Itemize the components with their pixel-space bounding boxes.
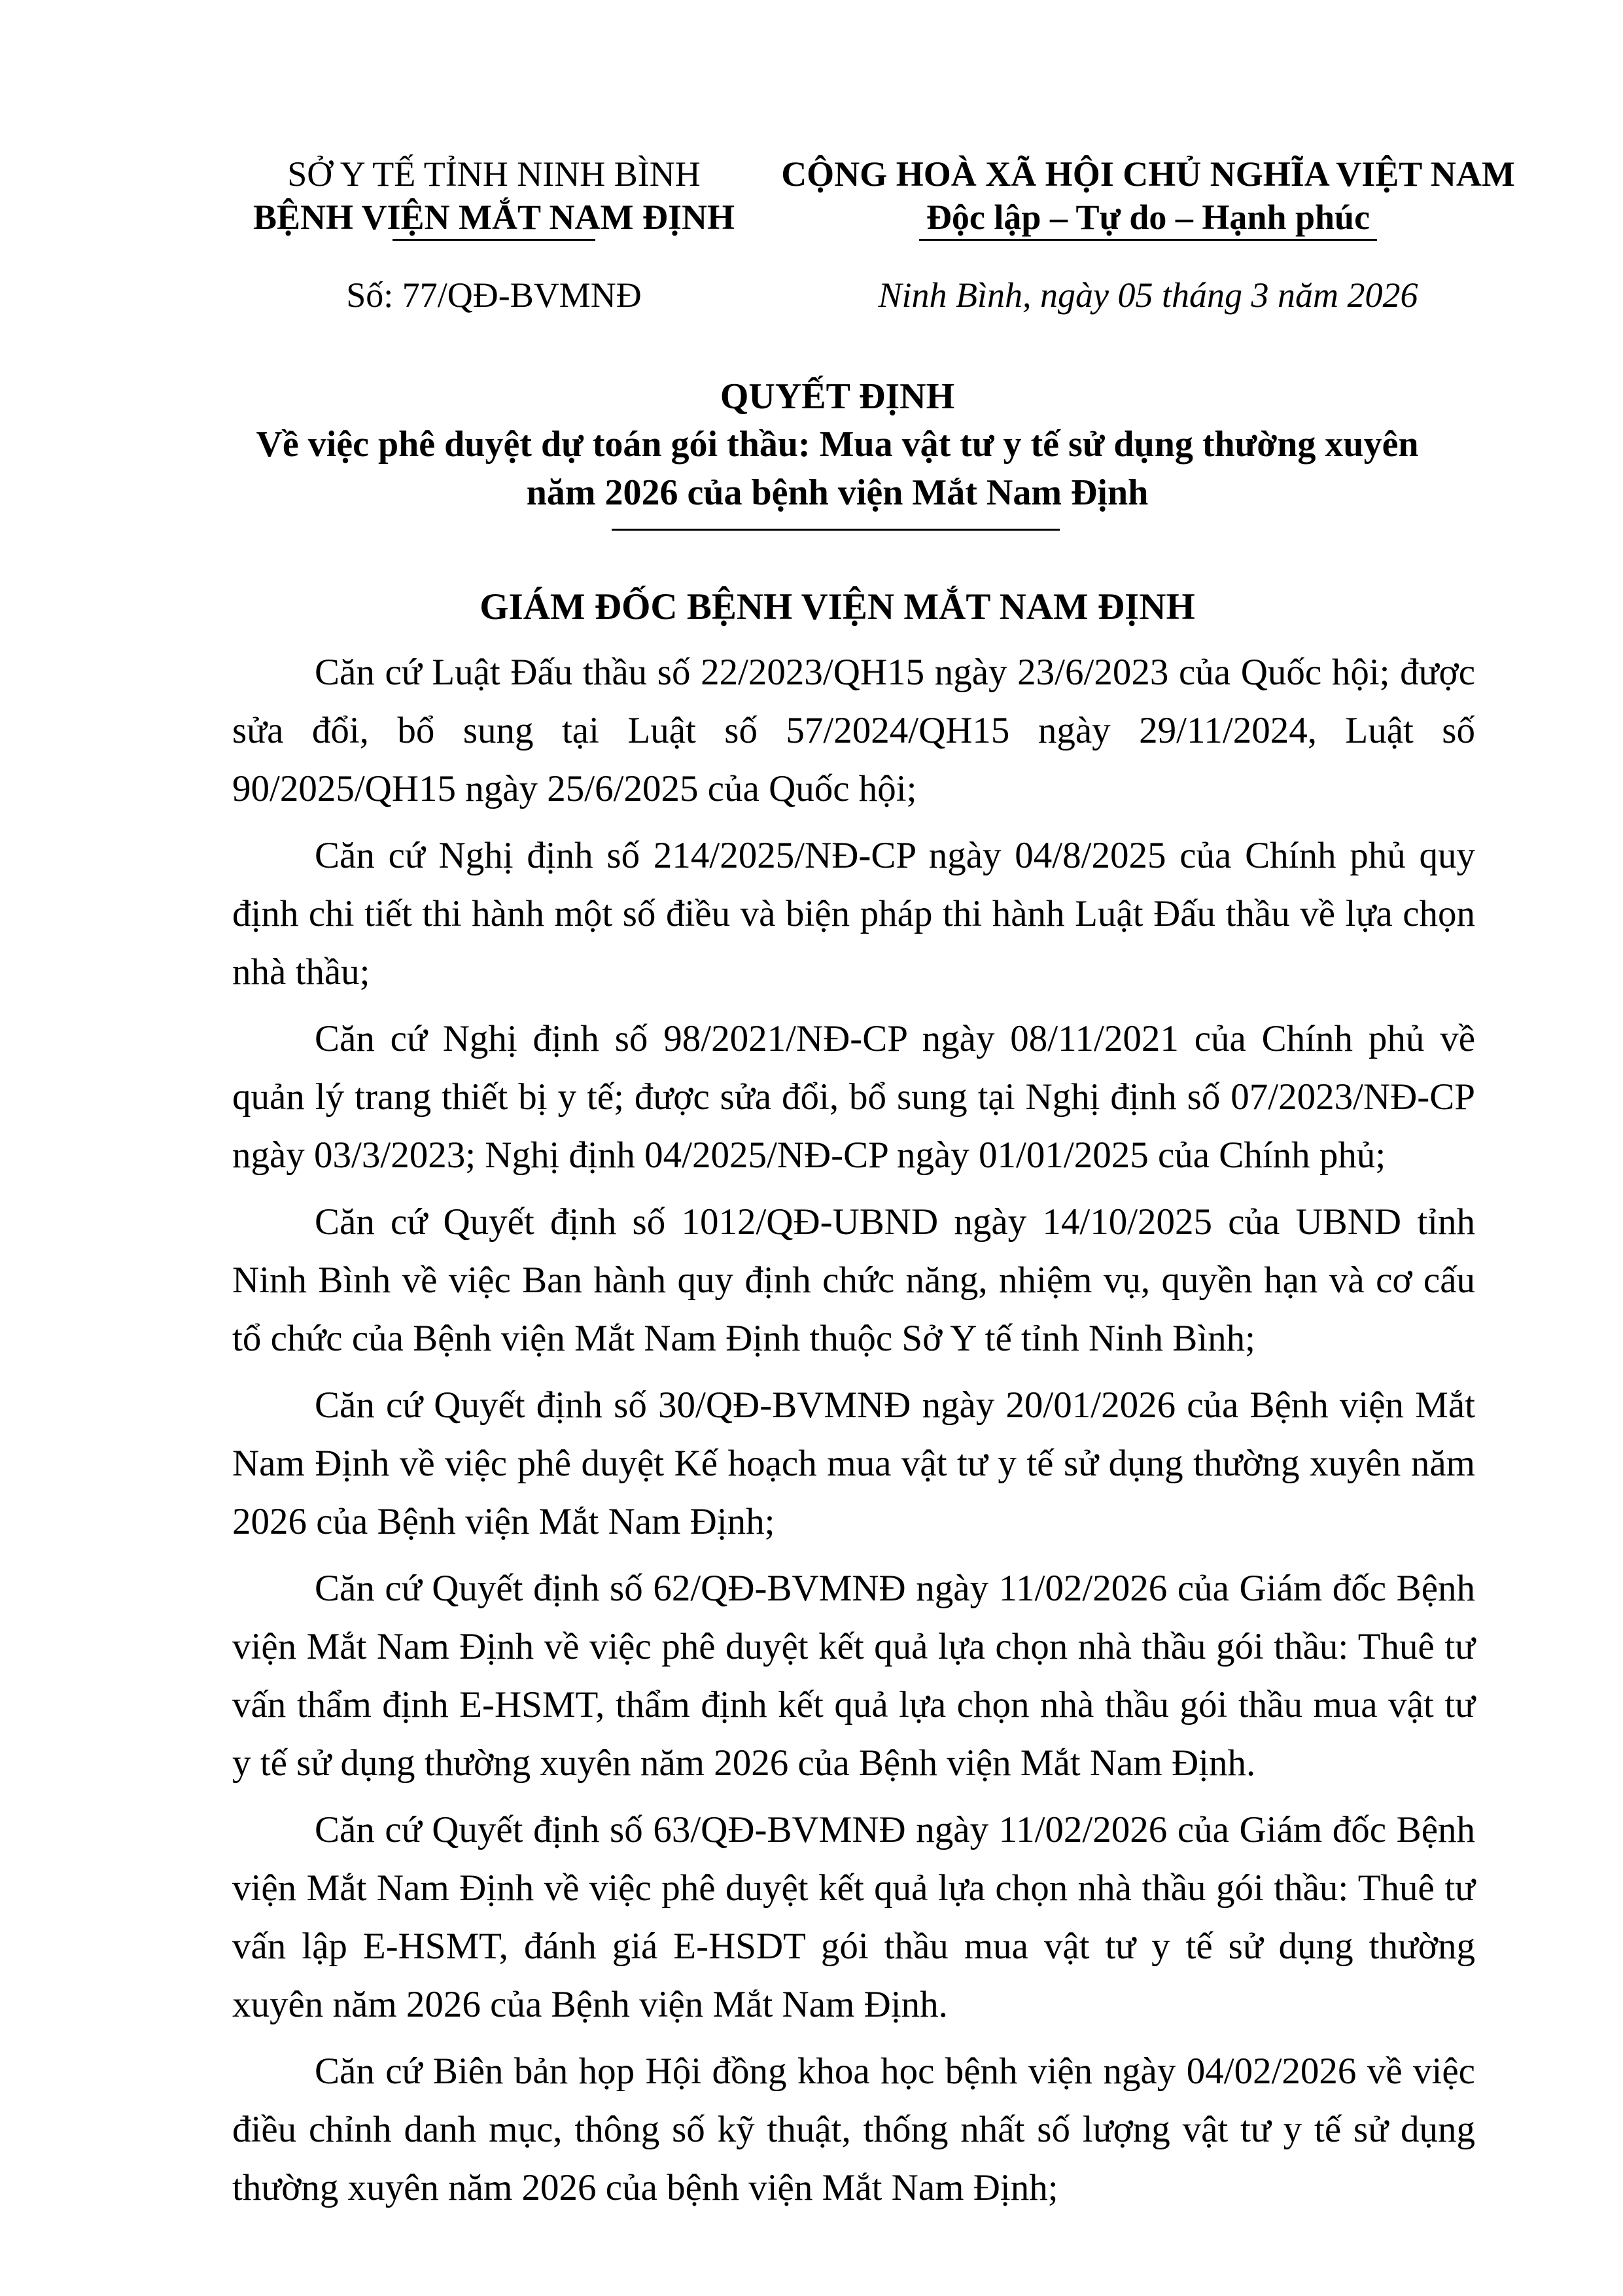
organization-name: BỆNH VIỆN MẮT NAM ĐỊNH <box>253 198 735 237</box>
legal-basis-paragraph: Căn cứ Quyết định số 30/QĐ-BVMNĐ ngày 20/01/2026 của Bệnh viện Mắt Nam Định về việc phê duyệt Kế hoạch mua vật tư y tế sử dụng thường xuyên năm 2026 của Bệnh viện Mắt Nam Định; <box>232 1385 1475 1542</box>
legal-basis-paragraph: Căn cứ Quyết định số 63/QĐ-BVMNĐ ngày 11/02/2026 của Giám đốc Bệnh viện Mắt Nam Định về việc phê duyệt kết quả lựa chọn nhà thầu gói thầu: Thuê tư vấn lập E-HSMT, đánh giá E-HSDT gói thầu mua vật tư y tế sử dụng thường xuyên năm 2026 của Bệnh viện Mắt Nam Định. <box>232 1809 1475 2025</box>
legal-basis-paragraph: Căn cứ Nghị định số 98/2021/NĐ-CP ngày 08/11/2021 của Chính phủ về quản lý trang thiết bị y tế; được sửa đổi, bổ sung tại Nghị định số 07/2023/NĐ-CP ngày 03/3/2023; Nghị định 04/2025/NĐ-CP ngày 01/01/2025 của Chính phủ; <box>232 1018 1475 1176</box>
document-title-block <box>216 373 1459 517</box>
document-type: QUYẾT ĐỊNH <box>720 376 955 417</box>
national-title-block <box>752 152 1544 239</box>
legal-basis-paragraph: Căn cứ Quyết định số 62/QĐ-BVMNĐ ngày 11/02/2026 của Giám đốc Bệnh viện Mắt Nam Định về việc phê duyệt kết quả lựa chọn nhà thầu gói thầu: Thuê tư vấn thẩm định E-HSMT, thẩm định kết quả lựa chọn nhà thầu gói thầu mua vật tư y tế sử dụng thường xuyên năm 2026 của Bệnh viện Mắt Nam Định. <box>232 1568 1475 1784</box>
document-body <box>232 643 1475 2225</box>
place-and-date: Ninh Bình, ngày 05 tháng 3 năm 2026 <box>878 275 1418 315</box>
legal-basis-paragraph: Căn cứ Nghị định số 214/2025/NĐ-CP ngày 04/8/2025 của Chính phủ quy định chi tiết thi hành một số điều và biện pháp thi hành Luật Đấu thầu về lựa chọn nhà thầu; <box>232 835 1475 993</box>
motto-underline <box>919 239 1377 241</box>
national-motto: Độc lập – Tự do – Hạnh phúc <box>926 198 1370 237</box>
document-number: Số: 77/QĐ-BVMNĐ <box>346 275 642 315</box>
organization-underline <box>393 239 595 241</box>
issuer-heading: GIÁM ĐỐC BỆNH VIỆN MẮT NAM ĐỊNH <box>480 586 1195 627</box>
legal-basis-paragraph: Căn cứ Quyết định số 1012/QĐ-UBND ngày 14/10/2025 của UBND tỉnh Ninh Bình về việc Ban hành quy định chức năng, nhiệm vụ, quyền hạn và cơ cấu tổ chức của Bệnh viện Mắt Nam Định thuộc Sở Y tế tỉnh Ninh Bình; <box>232 1201 1475 1359</box>
title-underline <box>612 529 1060 531</box>
parent-agency: SỞ Y TẾ TỈNH NINH BÌNH <box>287 154 701 194</box>
document-subject-line-2: năm 2026 của bệnh viện Mắt Nam Định <box>526 472 1149 513</box>
document-subject-line-1: Về việc phê duyệt dự toán gói thầu: Mua vật tư y tế sử dụng thường xuyên <box>256 424 1419 465</box>
legal-basis-paragraph: Căn cứ Biên bản họp Hội đồng khoa học bệnh viện ngày 04/02/2026 về việc điều chỉnh danh mục, thông số kỹ thuật, thống nhất số lượng vật tư y tế sử dụng thường xuyên năm 2026 của bệnh viện Mắt Nam Định; <box>232 2051 1475 2208</box>
issuing-authority-block <box>236 152 752 239</box>
national-title: CỘNG HOÀ XÃ HỘI CHỦ NGHĨA VIỆT NAM <box>781 154 1515 194</box>
legal-basis-paragraph: Căn cứ Luật Đấu thầu số 22/2023/QH15 ngày 23/6/2023 của Quốc hội; được sửa đổi, bổ sung tại Luật số 57/2024/QH15 ngày 29/11/2024, Luật số 90/2025/QH15 ngày 25/6/2025 của Quốc hội; <box>232 652 1475 809</box>
